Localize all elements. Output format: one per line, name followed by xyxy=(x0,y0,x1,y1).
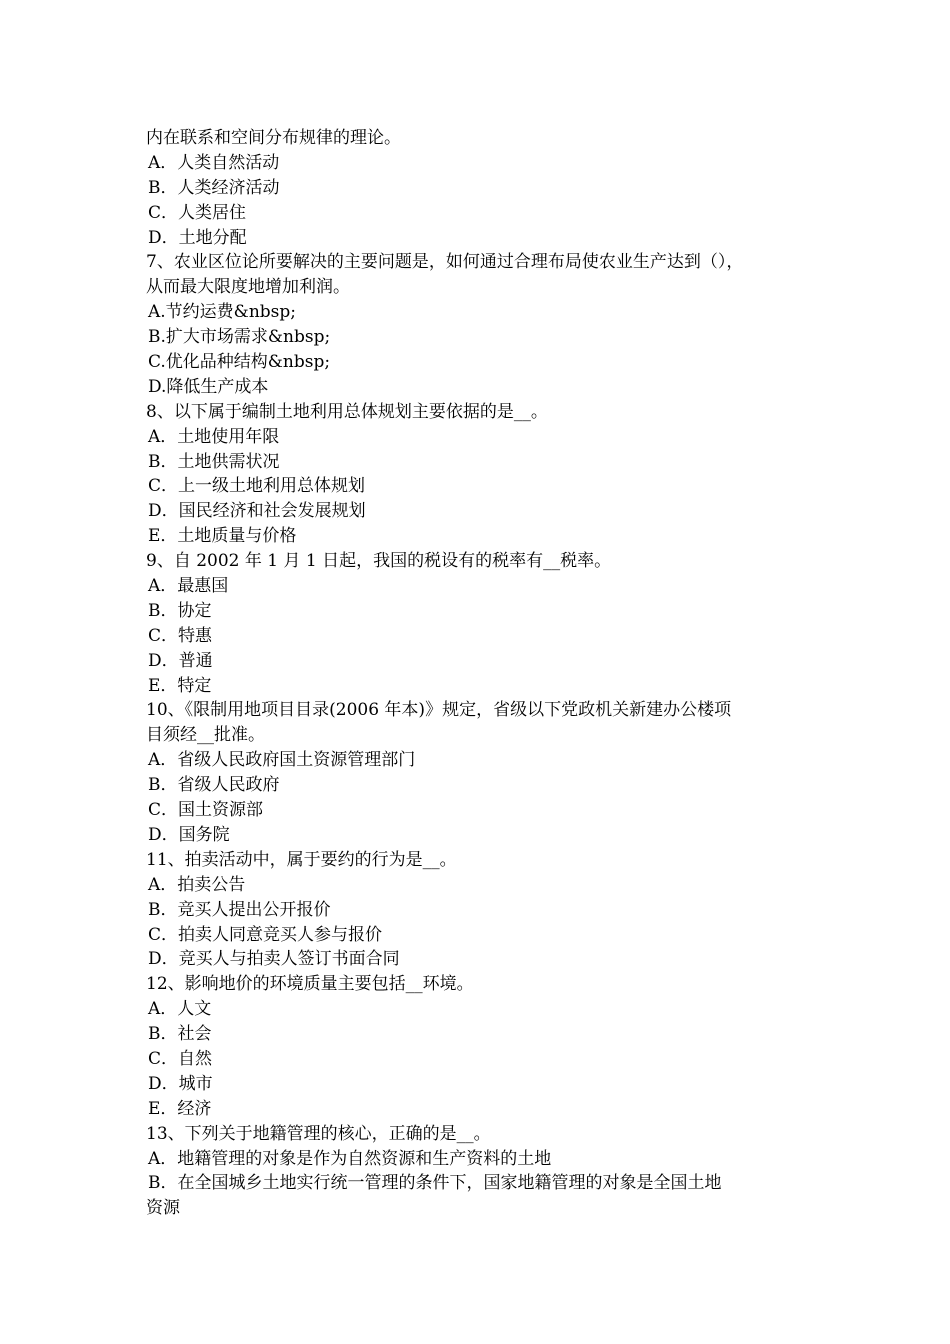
answer-option: A．人类自然活动 xyxy=(148,152,280,173)
answer-option: B．省级人民政府 xyxy=(148,775,280,796)
answer-option: D．土地分配 xyxy=(148,227,247,248)
answer-option: C．拍卖人同意竞买人参与报价 xyxy=(148,924,383,945)
answer-option: D．国务院 xyxy=(148,824,230,845)
answer-option: E．特定 xyxy=(148,675,212,696)
answer-option: A.节约运费&nbsp; xyxy=(148,302,296,323)
answer-option: D．城市 xyxy=(148,1073,213,1094)
question-text: 10、《限制用地项目目录(2006 年本)》规定，省级以下党政机关新建办公楼项 xyxy=(146,700,732,721)
answer-option: A．人文 xyxy=(148,999,212,1020)
text-line: 资源 xyxy=(146,1198,180,1219)
text-line: 目须经__批准。 xyxy=(146,725,265,746)
answer-option: B．竞买人提出公开报价 xyxy=(148,899,331,920)
answer-option: A．最惠国 xyxy=(148,576,229,597)
answer-option: C．自然 xyxy=(148,1048,213,1069)
answer-option: C．上一级土地利用总体规划 xyxy=(148,476,366,497)
answer-option: C．国土资源部 xyxy=(148,800,264,821)
answer-option: B．社会 xyxy=(148,1024,212,1045)
answer-option: D．竞买人与拍卖人签订书面合同 xyxy=(148,949,400,970)
answer-option: C．特惠 xyxy=(148,625,213,646)
question-text: 8、以下属于编制土地利用总体规划主要依据的是__。 xyxy=(146,401,548,422)
answer-option: E．经济 xyxy=(148,1098,212,1119)
answer-option: B.扩大市场需求&nbsp; xyxy=(148,327,331,348)
answer-option: C.优化品种结构&nbsp; xyxy=(148,352,331,373)
question-text: 9、自 2002 年 1 月 1 日起，我国的税设有的税率有__税率。 xyxy=(146,551,612,572)
text-line: 内在联系和空间分布规律的理论。 xyxy=(146,128,401,148)
text-line: 从而最大限度地增加利润。 xyxy=(146,277,350,298)
answer-option: C．人类居住 xyxy=(148,202,247,223)
answer-option: A．地籍管理的对象是作为自然资源和生产资料的土地 xyxy=(148,1148,552,1169)
answer-option: B．土地供需状况 xyxy=(148,451,280,472)
answer-option: A．土地使用年限 xyxy=(148,426,280,447)
answer-option: D．普通 xyxy=(148,650,213,671)
question-text: 7、农业区位论所要解决的主要问题是，如何通过合理布局使农业生产达到（）， xyxy=(146,252,744,273)
answer-option: B．人类经济活动 xyxy=(148,177,280,198)
question-text: 11、拍卖活动中，属于要约的行为是__。 xyxy=(146,849,457,870)
question-text: 12、影响地价的环境质量主要包括__环境。 xyxy=(146,974,474,995)
answer-option: E．土地质量与价格 xyxy=(148,526,297,547)
answer-option: B．协定 xyxy=(148,600,212,621)
answer-option: A．拍卖公告 xyxy=(148,874,246,895)
answer-option: D．国民经济和社会发展规划 xyxy=(148,501,366,522)
answer-option: A．省级人民政府国土资源管理部门 xyxy=(148,750,416,771)
answer-option: B．在全国城乡土地实行统一管理的条件下，国家地籍管理的对象是全国土地 xyxy=(148,1173,722,1194)
answer-option: D.降低生产成本 xyxy=(148,376,269,397)
question-text: 13、下列关于地籍管理的核心，正确的是__。 xyxy=(146,1123,491,1144)
document-body xyxy=(146,126,826,1221)
